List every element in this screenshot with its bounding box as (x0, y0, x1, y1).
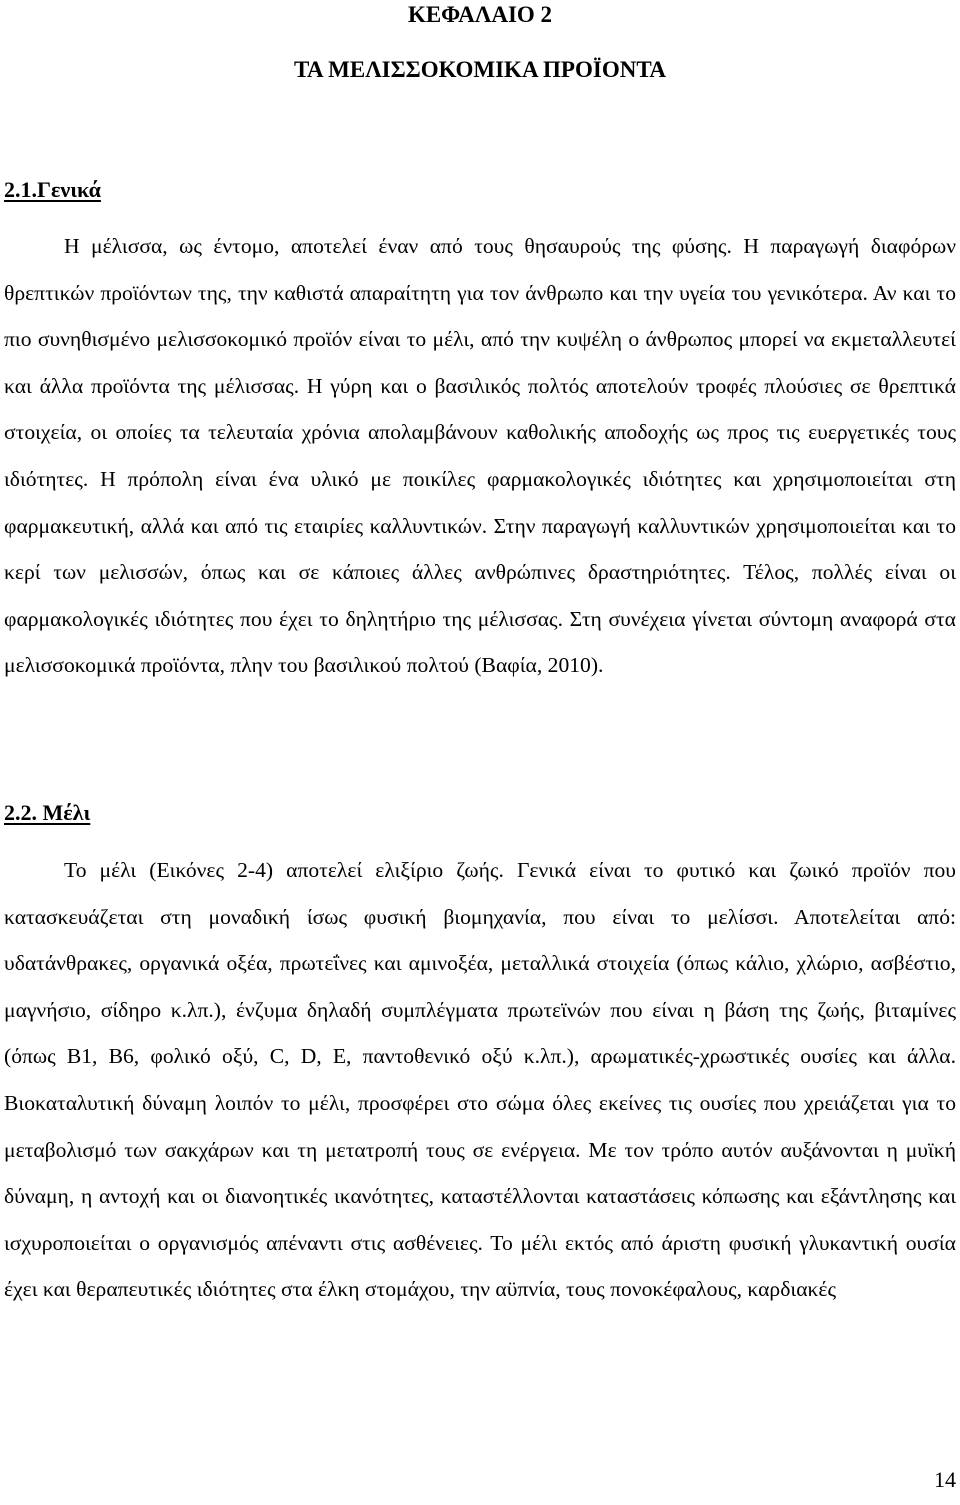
section-heading-general: 2.1.Γενικά (4, 177, 101, 202)
section-paragraph-general: Η μέλισσα, ως έντομο, αποτελεί έναν από τους θησαυρούς της φύσης. Η παραγωγή διαφόρων θρεπτικών προϊόντων της, την καθιστά απαραίτητη για τον άνθρωπο και την υγεία του γενικότερα. Αν και το πιο συνηθισμένο μελισσοκομικό προϊόν είναι το μέλι, από την κυψέλη ο άνθρωπος μπορεί να εκμεταλλευτεί και άλλα προϊόντα της μέλισσας. Η γύρη και ο βασιλικός πολτός αποτελούν τροφές πλούσιες σε θρεπτικά στοιχεία, οι οποίες τα τελευταία χρόνια απολαμβάνουν καθολικής αποδοχής ως προς τις ευεργετικές τους ιδιότητες. Η πρόπολη είναι ένα υλικό με ποικίλες φαρμακολογικές ιδιότητες και χρησιμοποιείται στη φαρμακευτική, αλλά και από τις εταιρίες καλλυντικών. Στην παραγωγή καλλυντικών χρησιμοποιείται και το κερί των μελισσών, όπως και σε κάποιες άλλες ανθρώπινες δραστηριότητες. Τέλος, πολλές είναι οι φαρμακολογικές ιδιότητες που έχει το δηλητήριο της μέλισσας. Στη συνέχεια γίνεται σύντομη αναφορά στα μελισσοκομικά προϊόντα, πλην του βασιλικού πολτού (Βαφία, 2010). (4, 234, 956, 678)
chapter-label: ΚΕΦΑΛΑΙΟ 2 (407, 2, 553, 27)
page-number: 14 (934, 1467, 956, 1492)
chapter-title: ΤΑ ΜΕΛΙΣΣΟΚΟΜΙΚΑ ΠΡΟΪΟΝΤΑ (293, 57, 667, 82)
section-heading-honey: 2.2. Μέλι (4, 800, 91, 825)
section-paragraph-honey: Το μέλι (Εικόνες 2-4) αποτελεί ελιξίριο ζωής. Γενικά είναι το φυτικό και ζωικό προϊόν που κατασκευάζεται στη μοναδική ίσως φυσική βιομηχανία, που είναι το μελίσσι. Αποτελείται από: υδατάνθρακες, οργανικά οξέα, πρωτεΐνες και αμινοξέα, μεταλλικά στοιχεία (όπως κάλιο, χλώριο, ασβέστιο, μαγνήσιο, σίδηρο κ.λπ.), ένζυμα δηλαδή συμπλέγματα πρωτεϊνών που είναι η βάση της ζωής, βιταμίνες (όπως Β1, Β6, φολικό οξύ, C, D, E, παντοθενικό οξύ κ.λπ.), αρωματικές-χρωστικές ουσίες και άλλα. Βιοκαταλυτική δύναμη λοιπόν το μέλι, προσφέρει στο σώμα όλες εκείνες τις ουσίες που χρειάζεται για το μεταβολισμό των σακχάρων και τη μετατροπή τους σε ενέργεια. Με τον τρόπο αυτόν αυξάνονται η μυϊκή δύναμη, η αντοχή και οι διανοητικές ικανότητες, καταστέλλονται καταστάσεις κόπωσης και εξάντλησης και ισχυροποιείται ο οργανισμός απέναντι στις ασθένειες. Το μέλι εκτός από άριστη φυσική γλυκαντική ουσία έχει και θεραπευτικές ιδιότητες στα έλκη στομάχου, την αϋπνία, τους πονοκέφαλους, καρδιακές (4, 858, 956, 1302)
